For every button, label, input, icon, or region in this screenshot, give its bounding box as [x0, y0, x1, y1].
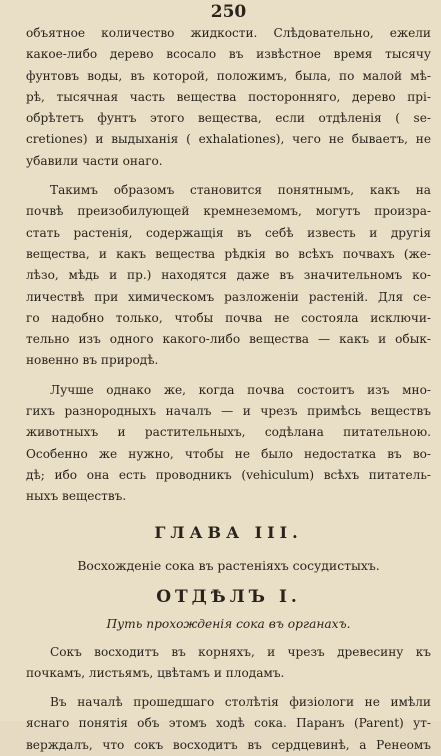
- paragraph: [26, 692, 431, 756]
- text-line: Особенно же нужно, чтобы не было недостатка въ во-: [26, 446, 431, 461]
- text-line: личествѣ при химическомъ разложеніи растеній. Для се-: [26, 289, 431, 304]
- text-line: вещества, и какъ вещества рѣдкія во всѣхъ почвахъ (же-: [26, 246, 431, 261]
- text-line: рѣ, тысячная часть вещества посторонняго, дерево прі-: [26, 89, 431, 104]
- text-line: почвѣ преизобилующей кремнеземомъ, могутъ произра-: [26, 204, 431, 219]
- paragraph-gap: [26, 172, 431, 180]
- paragraph: [26, 380, 431, 508]
- text-block-after-section: [26, 642, 431, 756]
- paragraph-gap: [26, 684, 431, 692]
- text-line: объятное количество жидкости. Слѣдовательно, ежели: [26, 26, 431, 40]
- paragraph: [26, 180, 431, 372]
- text-block-before-chapter: [26, 23, 431, 508]
- text-line: стать растенія, содержащія въ себѣ известь и другія: [26, 225, 431, 240]
- text-line: обрѣтетъ фунтъ этого вещества, если отдѣленія ( se-: [26, 111, 431, 126]
- section-subtitle: Путь прохожденія сока въ органахъ.: [106, 616, 351, 631]
- section-title: ОТДѢЛЪ I.: [156, 586, 301, 607]
- text-line: новенно въ природѣ.: [26, 353, 159, 368]
- text-line: Лучше однако же, когда почва состоитъ изъ мно-: [50, 382, 431, 397]
- chapter-title: ГЛАВА III.: [154, 522, 303, 542]
- paragraph: [26, 642, 431, 685]
- text-line: ныхъ веществъ.: [26, 489, 127, 504]
- text-line: верждалъ, что сокъ восходитъ въ сердцевинѣ, а Ренеомъ: [26, 737, 431, 752]
- paragraph-gap: [26, 372, 431, 380]
- text-line: животныхъ и растительныхъ, содѣлана питательною.: [26, 425, 431, 440]
- text-line: cretiones) и выдыханія ( exhalationes), чего не бываетъ, не: [26, 132, 431, 147]
- text-line: фунтовъ воды, въ которой, положимъ, была, по малой мѣ-: [26, 68, 431, 83]
- text-line: го надобно только, чтобы почва не состояла исключи-: [26, 310, 431, 325]
- text-line: какое-либо дерево всосало въ извѣстное время тысячу: [26, 47, 431, 62]
- text-line: лѣзо, мѣдь и пр.) находятся даже въ значительномъ ко-: [26, 268, 431, 283]
- text-line: убавили части онаго.: [26, 153, 163, 168]
- text-line: дѣ; ибо она есть проводникъ (vehiculum) всѣхъ питатель-: [26, 467, 431, 482]
- chapter-subtitle: Восхожденіе сока въ растеніяхъ сосудистыхъ.: [77, 557, 380, 573]
- text-line: Сокъ восходитъ въ корняхъ, и чрезъ древесину къ: [50, 644, 431, 659]
- page-number: 250: [210, 2, 247, 22]
- text-line: яснаго понятія объ этомъ ходѣ сока. Паранъ (Parent) ут-: [26, 716, 431, 731]
- text-line: гихъ разнородныхъ началъ — и чрезъ примѣсь веществъ: [26, 404, 431, 419]
- paragraph: [26, 23, 431, 172]
- text-line: тельно изъ одного какого-либо вещества — какъ и обык-: [26, 332, 431, 347]
- text-line: Такимъ образомъ становится понятнымъ, какъ на: [50, 183, 431, 198]
- text-line: Въ началѣ прошедшаго столѣтія физіологи не имѣли: [50, 695, 431, 710]
- text-line: почкамъ, листьямъ, цвѣтамъ и плодамъ.: [26, 665, 285, 680]
